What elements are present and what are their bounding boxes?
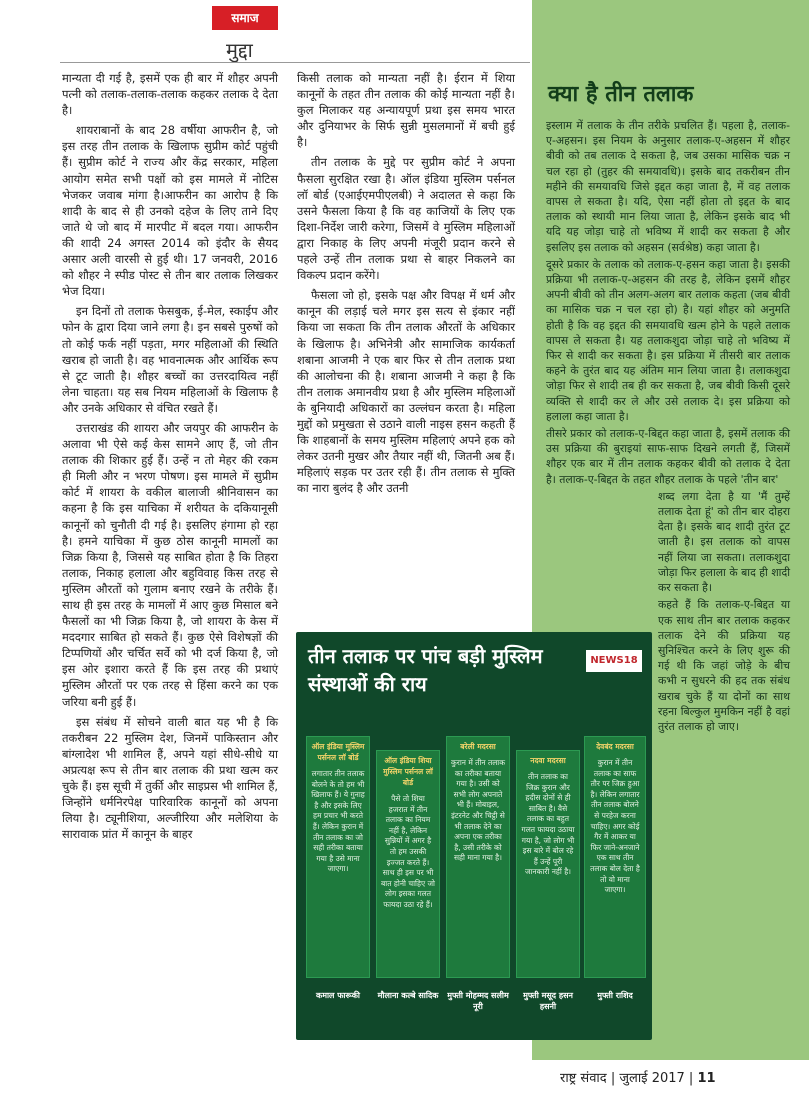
infographic-title-rest: पर पांच बड़ी मुस्लिम संस्थाओं की राय: [308, 644, 543, 696]
infographic-title: [308, 642, 588, 698]
infographic: [296, 632, 652, 1040]
sidebar-paragraph: दूसरे प्रकार के तलाक को तलाक-ए-हसन कहा जाता है। इसकी प्रक्रिया भी तलाक-ए-अहसन की तरह है, लेकिन इसमें शौहर अपनी बीवी को तीन अलग-अलग बार तलाक कहता (जब बीवी का मासिक चक्र न चल रहा हो) है। यहां शौहर को अनुमति होती है कि वह इद्दत की समयावधि खत्म होने के पहले तलाक वापस ले सकता है। यह तलाकशुदा जोड़ा चाहे तो भविष्य में फिर से शादी कर सकता है। इस प्रक्रिया में तीसरी बार तलाक कहने के तुरंत बाद यह अंतिम मान लिया जाता है। तलाकशुदा जोड़ा फिर से शादी तब ही कर सकता है, जब बीवी किसी दूसरे व्यक्ति से शादी कर ले और उसे तलाक दे। इस प्रक्रिया को हलाला कहा जाता है।: [546, 257, 790, 423]
org-card: [446, 736, 510, 978]
org-heading: ऑल इंडिया मुस्लिम पर्सनल लॉ बोर्ड: [311, 742, 365, 762]
article-column-2: [297, 70, 515, 610]
paragraph: किसी तलाक को मान्यता नहीं है। ईरान में शिया कानूनों के तहत तीन तलाक की कोई मान्यता नहीं है। कुल मिलाकर यह अन्यायपूर्ण प्रथा इस समय भारत और दुनियाभर के सिर्फ सुन्नी मुसलमानों में बची हुई है।: [297, 71, 515, 150]
paragraph: इस संबंध में सोचने वाली बात यह भी है कि तकरीबन 22 मुस्लिम देश, जिनमें पाकिस्तान और बांग्लादेश भी शामिल हैं, अपने यहां सीधे-सीधे या अप्रत्यक्ष रूप से तीन बार तलाक की प्रथा खत्म कर चुके हैं। इस सूची में तुर्की और साइप्रस भी शामिल हैं, जिन्होंने धर्मनिरपेक्ष पारिवारिक कानूनों को अपना लिया है। ट्यूनीशिया, अल्जीरिया और मलेशिया के सारावाक प्रांत में कानून के बाहर: [62, 714, 278, 842]
org-person-name: मुफ्ती मसूद हसन हसनी: [523, 991, 573, 1011]
org-quote: पैसे तो शिया हजरात में तीन तलाक का नियम नहीं है, लेकिन सुन्नियों में अगर है तो हम उसकी इज्जत करते हैं। साथ ही इस पर भी बात होनी चाहिए जो लोग इसका गलत फायदा उठा रहे हैं।: [381, 794, 435, 909]
paragraph: मान्यता दी गई है, इसमें एक ही बार में शौहर अपनी पत्नी को तलाक-तलाक-तलाक कहकर तलाक दे देता है।: [62, 71, 278, 118]
paragraph: फैसला जो हो, इसके पक्ष और विपक्ष में धर्म और कानून की लड़ाई चले मगर इस सत्य से इंकार नहीं किया जा सकता कि तीन तलाक औरतों के अधिकार के खिलाफ है। अभिनेत्री और सामाजिक कार्यकर्ता शबाना आजमी ने एक बार फिर से तीन तलाक प्रथा की आलोचना की है। शबाना आजमी ने कहा है कि तीन तलाक अमानवीय प्रथा है और मुस्लिम महिलाओं के बुनियादी अधिकारों का उल्लंघन करता है। महिला मुद्दों को प्रमुखता से उठाने वाली नाइस हसन कहती हैं कि शाहबानों के समय मुस्लिम महिलाएं अपने हक को लेकर उतनी मुखर और तैयार नहीं थी, जितनी अब हैं। महिलाएं सड़क पर उतर रही हैं। तीन तलाक से मुक्ति का नारा बुलंद है और उतनी: [297, 288, 515, 496]
org-quote: कुरान में तीन तलाक का साफ तौर पर जिक्र हुआ है। लेकिन लगातार तीन तलाक बोलने से परहेज करना चाहिए। अगर कोई गैर में आकर या फिर जाने-अनजाने एक साथ तीन तलाक बोल देता है तो वो माना जाएगा।: [590, 758, 640, 895]
sidebar-title: क्या है तीन तलाक: [548, 82, 694, 107]
magazine-name: राष्ट्र संवाद: [560, 1071, 607, 1086]
sidebar-paragraph: कहते हैं कि तलाक-ए-बिद्दत या एक साथ तीन बार तलाक कहकर तलाक देने की प्रक्रिया यह सुनिश्चित करने के लिए शुरू की गई थी कि जहां जोड़े के बीच कभी न सुधरने की हद तक संबंध खराब चुके हैं या दोनों का साथ रहना बिल्कुल मुमकिन नहीं है वहां तुरंत तलाक हो जाए।: [658, 598, 790, 733]
org-card: [306, 736, 370, 978]
article-column-1: [62, 70, 278, 1080]
issue-date: जुलाई 2017: [619, 1071, 685, 1086]
news18-logo: NEWS18: [586, 650, 642, 672]
sidebar-paragraph: इस्लाम में तलाक के तीन तरीके प्रचलित हैं। पहला है, तलाक-ए-अहसन। इस नियम के अनुसार तलाक-ए-अहसन में शौहर बीवी को तब तलाक दे सकता है, जब उसका मासिक चक्र न चल रहा हो (तुहर की समयावधि)। इसके बाद तकरीबन तीन महीने की समयावधि जिसे इद्दत कहा जाता है, में वह तलाक वापस ले सकता है। यदि, ऐसा नहीं होता तो इद्दत के बाद तलाक को स्थायी मान लिया जाता है, लेकिन इसके बाद भी यदि यह जोड़ा चाहे तो भविष्य में शादी कर सकता है और इसलिए इस तलाक को अहसन (सर्वश्रेष्ठ) कहा जाता है।: [546, 119, 790, 254]
org-quote: लगातार तीन तलाक बोलने के तो हम भी खिलाफ हैं। ये गुनाह है और इसके लिए हम प्रचार भी करते हैं। लेकिन कुरान में तीन तलाक का जो सही तरीका बताया गया है उसे माना जाएगा।: [311, 769, 365, 874]
infographic-title-highlight: तीन तलाक: [308, 644, 389, 668]
paragraph: तीन तलाक के मुद्दे पर सुप्रीम कोर्ट ने अपना फैसला सुरक्षित रखा है। ऑल इंडिया मुस्लिम पर्सनल लॉ बोर्ड (एआईएमपीएलबी) ने अदालत से कहा कि उसने फैसला किया है कि वह काजियों के लिए एक दिशा-निर्देश जारी करेगा, जिसमें वे मुस्लिम महिलाओं द्वारा निकाह के लिए अपनी मंजूरी प्रदान करने से पहले उन्हें तीन तलाक प्रथा से बाहर निकलने का विकल्प प्रदान करेंगे।: [297, 155, 515, 283]
org-card: [584, 736, 646, 978]
section-tag: समाज: [212, 6, 278, 30]
sidebar-paragraph: तीसरे प्रकार को तलाक-ए-बिद्दत कहा जाता है, इसमें तलाक की उस प्रक्रिया की बुराइयां साफ-साफ दिखने लगती हैं, जिसमें शौहर एक बार में तीन तलाक कहकर बीवी को तलाक दे देता है। तलाक-ए-बिद्दत के तहत शौहर तलाक के पहले 'तीन बार': [546, 427, 790, 486]
org-person-name: मौलाना कल्बे सादिक: [377, 991, 439, 1000]
header-rule: [60, 62, 530, 63]
org-card: [516, 750, 580, 978]
org-heading: बरेली मदरसा: [460, 742, 496, 751]
org-quote: तीन तलाक का जिक्र कुरान और हदीस दोनों से ही साबित है। वैसे तलाक का बहुत गलत फायदा उठाया गया है, जो लोग भी इस बारे में बोल रहे हैं उन्हें पूरी जानकारी नहीं है।: [521, 772, 575, 877]
section-subtitle: मुद्दा: [226, 38, 253, 62]
org-quote: कुरान में तीन तलाक का तरीका बताया गया है। उसी को सभी लोग अपनाते भी हैं। मोबाइल, इंटरनेट और चिट्ठी से भी तलाक देने का अपना एक तरीका है, उसी तरीके को सही माना गया है।: [451, 758, 506, 863]
org-person-name: कमाल फारूकी: [316, 991, 360, 1000]
org-heading: ऑल इंडिया शिया मुस्लिम पर्सनल लॉ बोर्ड: [383, 756, 433, 787]
org-heading: देवबंद मदरसा: [596, 742, 634, 751]
paragraph: इन दिनों तो तलाक फेसबुक, ई-मेल, स्काईप और फोन के द्वारा दिया जाने लगा है। इन सबसे पुरुषों को तो कोई फर्क नहीं पड़ता, मगर महिलाओं की स्थिति खराब हो जाती है। वह भावनात्मक और आर्थिक रूप से टूट जाती है। शौहर बच्चों का उत्तरदायित्व नहीं लेना चाहता। यह सब नियम महिलाओं के खिलाफ है और उनके अधिकार से वंचित रखते हैं।: [62, 304, 278, 415]
page-footer: राष्ट्र संवाद | जुलाई 2017 | 11: [560, 1071, 716, 1086]
org-person-name: मुफ्ती मोहम्मद सलीम नूरी: [447, 991, 509, 1011]
page-number: 11: [697, 1071, 716, 1086]
org-heading: नदवा मदरसा: [530, 756, 566, 765]
org-card: [376, 750, 440, 978]
paragraph: शायराबानों के बाद 28 वर्षीया आफरीन है, जो इस तरह तीन तलाक के खिलाफ सुप्रीम कोर्ट पहुंची हैं। सुप्रीम कोर्ट ने राज्य और केंद्र सरकार, महिला आयोग समेत सभी पक्षों को इस मामले में नोटिस भेजकर जवाब मांगा है।आफरीन का आरोप है कि शादी के बाद से ही उनको दहेज के लिए ताने दिए जाते थे जो बाद में मारपीट में बदल गया। आफरीन की शादी 24 अगस्त 2014 को इंदौर के सैयद असार अली वारसी से हुई थी। 17 जनवरी, 2016 को शौहर ने स्पीड पोस्ट से तीन बार तलाक लिखकर भेज दिया।: [62, 123, 278, 299]
org-person-name: मुफ्ती राशिद: [597, 991, 633, 1000]
paragraph: उत्तराखंड की शायरा और जयपुर की आफरीन के अलावा भी ऐसे कई केस सामने आए हैं, जो तीन तलाक की शिकार हुई हैं। उन्हें न तो मेहर की रकम ही मिली और न भरण पोषण। इस मामले में सुप्रीम कोर्ट में शायरा के वकील बालाजी श्रीनिवासन का कहना है कि इस याचिका में शरीयत के दकियानूसी कानूनों को चुनौती दी गई है। इसलिए हंगामा हो रहा है। हमने याचिका में कुछ ठोस कानूनी मामलों का जिक्र किया है, जिससे यह साबित होता है कि तिहरा तलाक, निकाह हलाला और बहुविवाह किस तरह से मुस्लिम औरतों को गुलाम बनाए रखने के तरीके हैं। साथ ही इस तरह के मामलों में आए कुछ मिसाल बने फैसलों का भी जिक्र किया है, जो शायरा के केस में मददगार साबित हो सकते हैं। कुछ ऐसे विशेषज्ञों की टिप्पणियों और चर्चित सर्वे को भी दर्ज किया है, जो इस ओर इशारा करते हैं कि इस तरह की प्रथाएं मुस्लिम औरतों पर एक तरह से हिंसा करने का एक जरिया बनी हुई हैं।: [62, 420, 278, 709]
sidebar-paragraph: शब्द लगा देता है या 'मैं तुम्हें तलाक देता हूं' को तीन बार दोहरा देता है। इसके बाद शादी तुरंत टूट जाती है। इस तलाक को वापस नहीं लिया जा सकता। तलाकशुदा जोड़ा फिर हलाला के बाद ही शादी कर सकता है।: [658, 489, 790, 595]
